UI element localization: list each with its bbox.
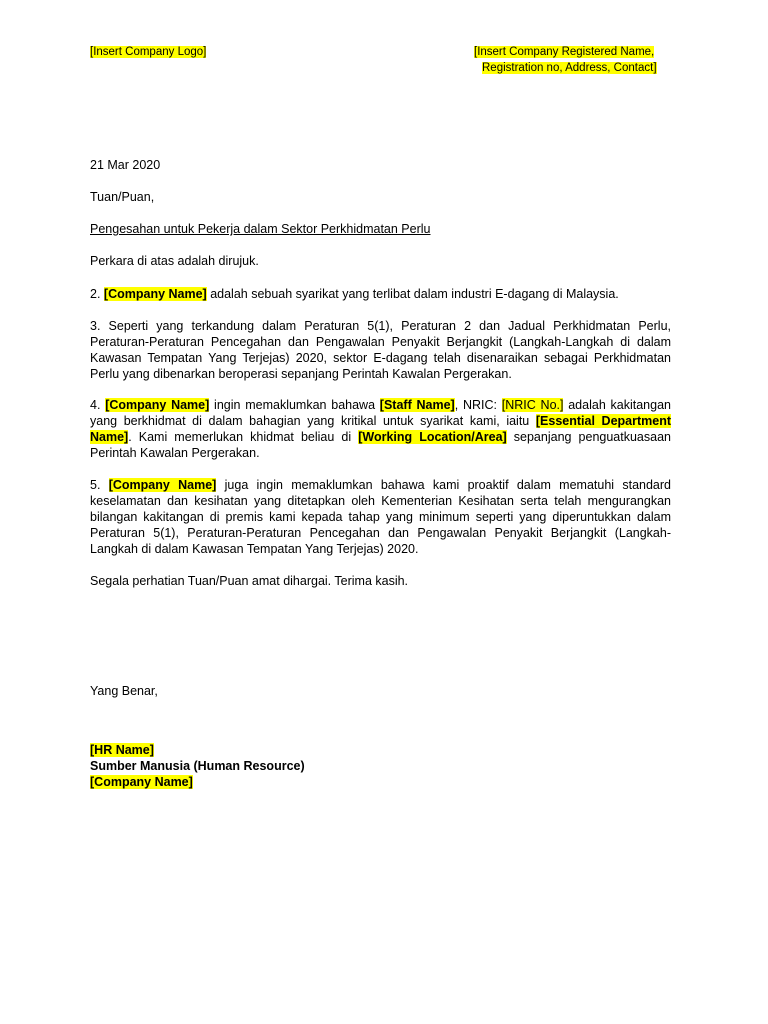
company-name-placeholder: [Company Name] [108,478,217,492]
company-name-placeholder: [Company Name] [103,287,207,301]
company-registration-block [474,44,657,76]
paragraph-text: . Kami memerlukan khidmat beliau di [128,430,359,444]
salutation: Tuan/Puan, [90,190,155,204]
signoff: Yang Benar, [90,684,158,698]
paragraph-5 [90,477,671,557]
paragraph-number: 2. [90,287,101,301]
registered-name-line: [Insert Company Registered Name, [474,46,655,58]
paragraph-text: sepanjang penguatkuasaan Perintah Kawalan Pergerakan. [90,430,671,460]
logo-placeholder-text: [Insert Company Logo] [90,46,207,58]
location-placeholder: [Working Location/Area] [358,430,507,444]
paragraph-text: 3. Seperti yang terkandung dalam Peraturan 5(1), Peraturan 2 dan Jadual Perkhidmatan Perlu, Peraturan-Peraturan Pencegahan dan Pengawalan Penyakit Berjangkit (Langkah-Langkah di dalam Kawasan Tempatan Yang Terjejas) 2020, sektor E-dagang telah disenaraikan sebagai Perkhidmatan Perlu yang dibenarkan beroperasi sepanjang Perintah Kawalan Pergerakan. [90,319,671,381]
nric-placeholder: [NRIC No.] [501,398,564,412]
paragraph-text: adalah kakitangan yang berkhidmat di dalam bahagian yang kritikal untuk syarikat kami, iaitu [90,398,671,428]
staff-name-placeholder: [Staff Name] [379,398,455,412]
paragraph-text: adalah sebuah syarikat yang terlibat dalam industri E-dagang di Malaysia. [206,287,619,301]
department-placeholder: [Essential Department Name] [90,414,671,444]
reference-line: Perkara di atas adalah dirujuk. [90,254,259,268]
signature-block [90,742,305,790]
paragraph-text: , NRIC: [454,398,502,412]
closing-line: Segala perhatian Tuan/Puan amat dihargai. Terima kasih. [90,574,409,588]
company-name-placeholder: [Company Name] [90,775,193,789]
company-logo-placeholder [90,44,206,60]
paragraph-number: 5. [90,478,109,492]
subject-line: Pengesahan untuk Pekerja dalam Sektor Perkhidmatan Perlu [90,222,431,236]
paragraph-4 [90,397,671,461]
hr-department: Sumber Manusia (Human Resource) [90,759,305,773]
paragraph-2 [90,286,671,302]
hr-name-placeholder: [HR Name] [90,743,154,757]
paragraph-text: ingin memaklumkan bahawa [209,398,380,412]
paragraph-3 [90,318,671,382]
registration-details-line: Registration no, Address, Contact] [482,62,657,74]
letter-date: 21 Mar 2020 [90,158,161,172]
paragraph-number: 4. [90,398,106,412]
company-name-placeholder: [Company Name] [105,398,210,412]
paragraph-text: juga ingin memaklumkan bahawa kami proaktif dalam mematuhi standard keselamatan dan kesihatan yang ditetapkan oleh Kementerian Kesihatan serta telah mengurangkan bilangan kakitangan di premis kami kepada tahap yang minimum seperti yang diperuntukkan dalam Peraturan 5(1), Peraturan-Peraturan Pencegahan dan Pengawalan Penyakit Berjangkit (Langkah-Langkah di dalam Kawasan Tempatan Yang Terjejas) 2020. [90,478,671,556]
